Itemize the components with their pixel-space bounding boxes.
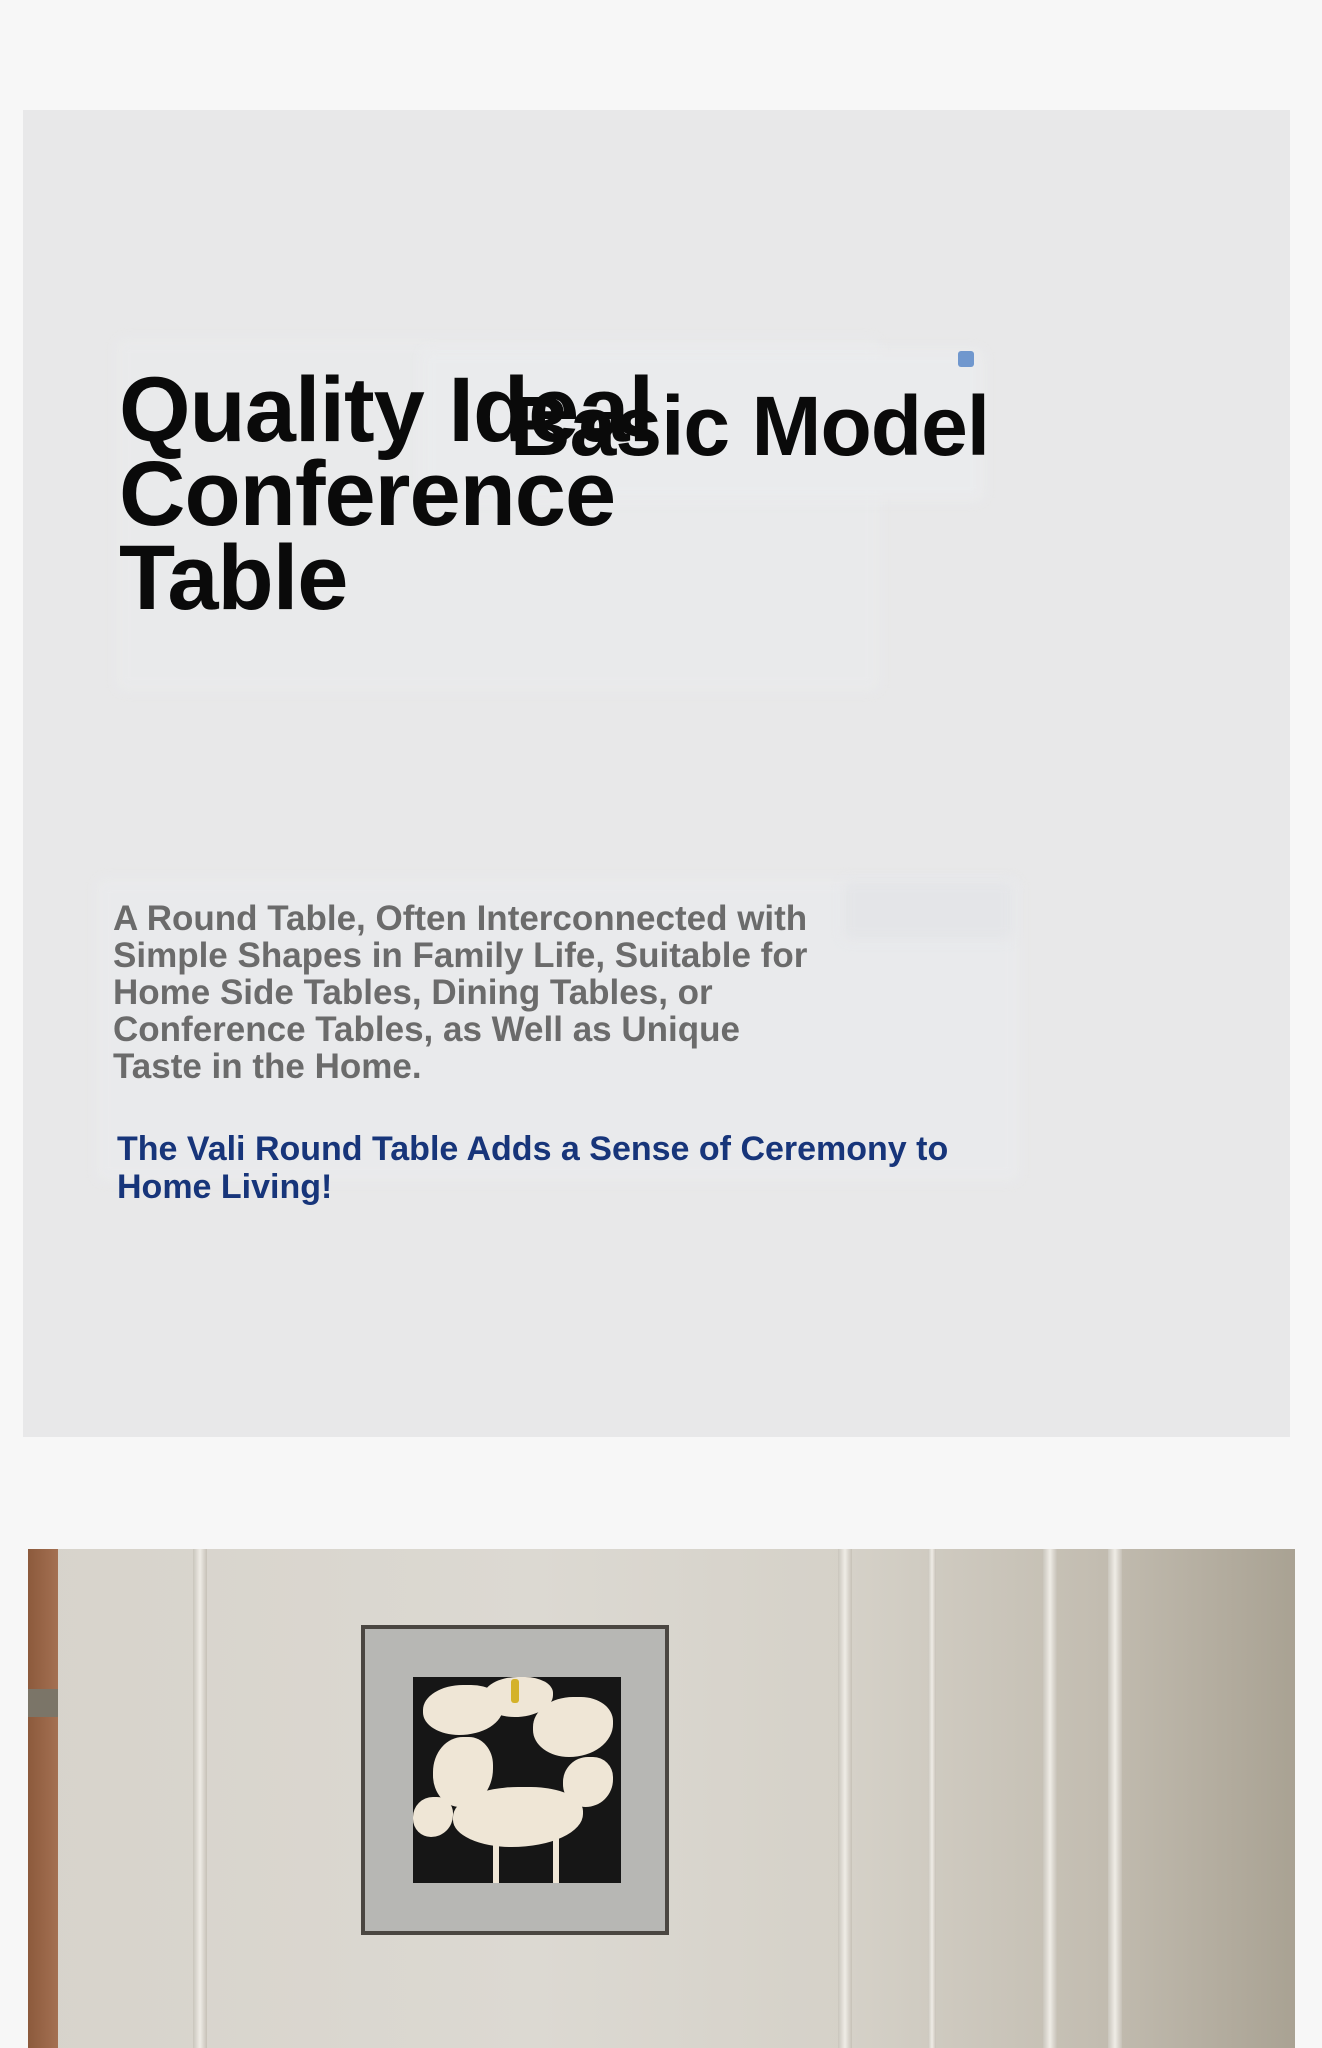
picture-frame bbox=[361, 1625, 669, 1935]
leaf-shape bbox=[413, 1797, 453, 1837]
hero-title: Quality Ideal Conference Table bbox=[119, 359, 654, 629]
leaf-shape bbox=[453, 1787, 583, 1847]
product-description: A Round Table, Often Interconnected with Simple Shapes in Family Life, Suitable for Home Side Tables, Dining Tables, or Conference Tables, as Well as Unique Taste in the Home. bbox=[113, 899, 808, 1086]
wall-panel-molding bbox=[1108, 1549, 1122, 2048]
door-hinge bbox=[28, 1689, 58, 1717]
hero-banner bbox=[23, 110, 1290, 1437]
faded-background-graphic bbox=[843, 880, 1013, 940]
gold-accent bbox=[511, 1679, 519, 1703]
stem-shape bbox=[553, 1817, 559, 1883]
wall-panel-molding bbox=[928, 1549, 936, 2048]
stem-shape bbox=[493, 1837, 499, 1883]
wall-panel-molding bbox=[193, 1549, 207, 2048]
wall-panel-molding bbox=[838, 1549, 852, 2048]
leaf-shape bbox=[563, 1757, 613, 1807]
product-photo bbox=[28, 1549, 1295, 2048]
leaf-shape bbox=[533, 1697, 613, 1757]
wooden-door-edge bbox=[28, 1549, 58, 2048]
accent-marker-icon bbox=[958, 351, 974, 367]
wall-panel-molding bbox=[1043, 1549, 1057, 2048]
product-tagline: The Vali Round Table Adds a Sense of Ceremony to Home Living! bbox=[117, 1130, 949, 1206]
model-label: Basic Model bbox=[510, 379, 990, 473]
floral-artwork bbox=[413, 1677, 621, 1883]
